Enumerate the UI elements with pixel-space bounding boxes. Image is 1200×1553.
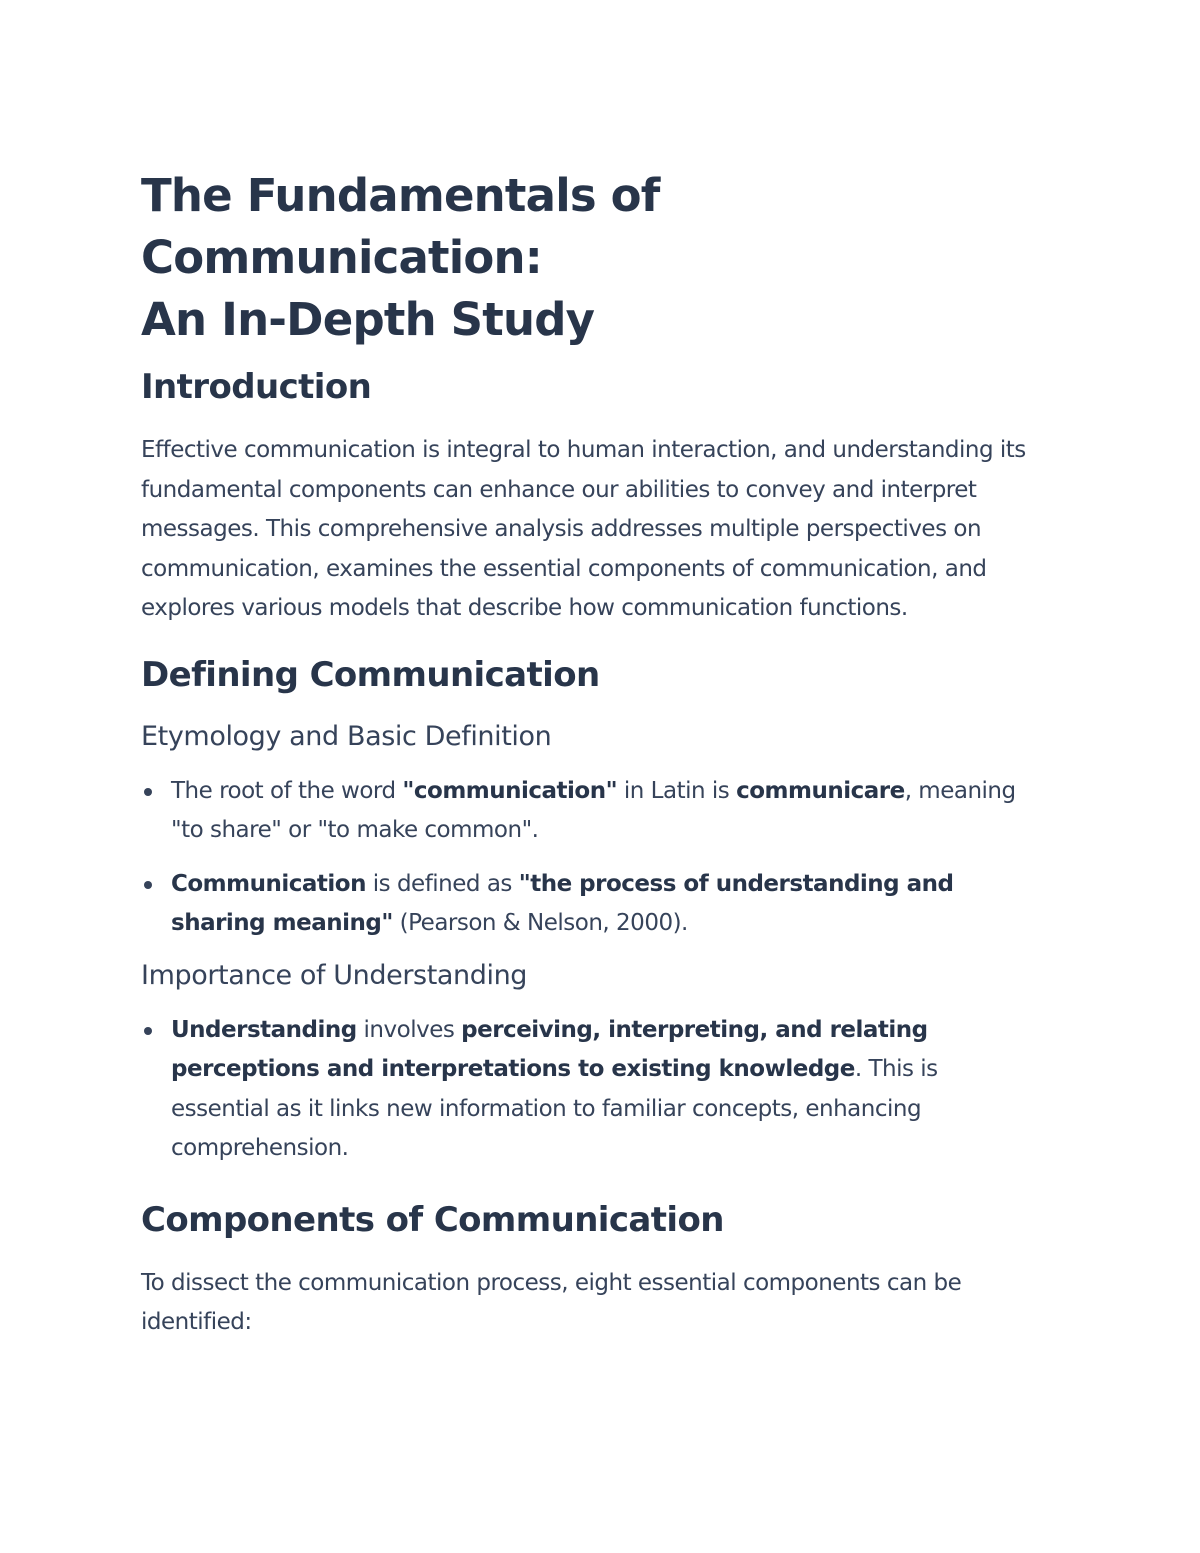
subheading-etymology: Etymology and Basic Definition	[141, 720, 552, 752]
bullet-text: , meaning "to share" or "to make common".	[171, 777, 1016, 843]
document-title	[141, 165, 1041, 351]
bullet-bold-text: Communication	[171, 870, 366, 897]
title-line-1: The Fundamentals of Communication:	[141, 169, 660, 284]
bullet-text: is defined as	[365, 870, 519, 897]
importance-list	[141, 1011, 1041, 1169]
bullet-bold-text: communicare	[736, 777, 905, 804]
bullet-text: . This is essential as it links new information to familiar concepts, enhancing comprehension.	[171, 1056, 938, 1161]
intro-paragraph: Effective communication is integral to human interaction, and understanding its fundamental components can enhance our abilities to convey and interpret messages. This comprehensive analysis addresses multiple perspectives on communication, examines the essential components of communication, and explores various models that describe how communication functions.	[141, 437, 1026, 621]
bullet-text: in Latin is	[617, 777, 737, 804]
etymology-list	[141, 772, 1041, 944]
bullet-bold-text: Understanding	[171, 1016, 357, 1043]
bullet-bold-text: "communication"	[402, 777, 618, 804]
list-item	[141, 1011, 1041, 1169]
components-paragraph: To dissect the communication process, eight essential components can be identified:	[141, 1269, 962, 1335]
document-page	[141, 165, 1041, 1343]
bullet-text: (Pearson & Nelson, 2000).	[392, 910, 688, 936]
list-item	[141, 772, 1041, 851]
title-line-2: An In-Depth Study	[141, 293, 595, 346]
bullet-text: involves	[356, 1016, 462, 1043]
heading-defining-communication: Defining Communication	[141, 654, 600, 695]
heading-components: Components of Communication	[141, 1199, 724, 1240]
list-item	[141, 865, 1041, 944]
subheading-importance: Importance of Understanding	[141, 959, 528, 991]
bullet-text: The root of the word	[171, 777, 403, 804]
bullet-bold-text: "the process of understanding and sharing meaning"	[171, 870, 954, 936]
bullet-bold-text: perceiving, interpreting, and relating perceptions and interpretations to existing knowledge	[171, 1016, 928, 1082]
heading-introduction: Introduction	[141, 367, 372, 407]
